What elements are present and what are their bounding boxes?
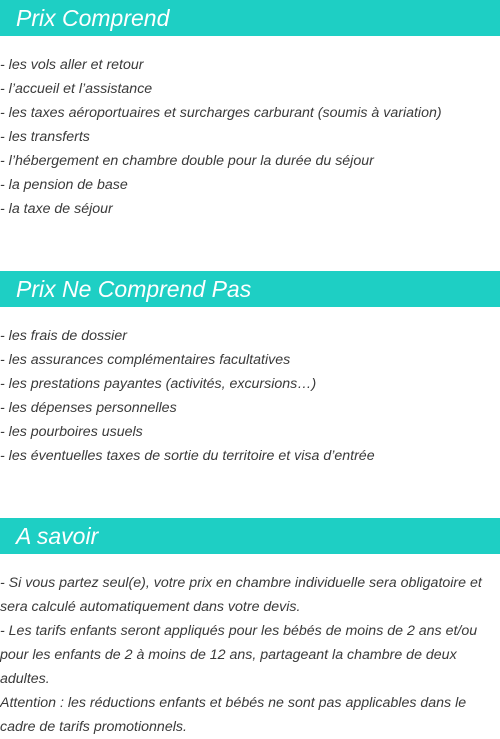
list-item: - l’accueil et l’assistance: [0, 81, 153, 97]
list-item: - les pourboires usuels: [0, 424, 143, 440]
info-paragraph: - Si vous partez seul(e), votre prix en chambre individuelle sera obligatoire et sera calculé automatiquement dans votre devis.: [0, 575, 482, 615]
section-title: A savoir: [16, 523, 99, 549]
section-title: Prix Ne Comprend Pas: [16, 276, 252, 302]
list-item: - les frais de dossier: [0, 328, 127, 344]
list-item: - la pension de base: [0, 177, 128, 193]
included-list: [0, 53, 500, 221]
section-header-a-savoir: [0, 518, 500, 554]
list-item: - les transferts: [0, 129, 90, 145]
section-title: Prix Comprend: [16, 5, 170, 31]
info-paragraphs: [0, 571, 500, 739]
list-item: - les éventuelles taxes de sortie du territoire et visa d’entrée: [0, 448, 375, 464]
not-included-list: [0, 324, 500, 468]
section-header-prix-ne-comprend-pas: [0, 271, 500, 307]
list-item: - la taxe de séjour: [0, 201, 113, 217]
list-item: - les vols aller et retour: [0, 57, 144, 73]
list-item: - les prestations payantes (activités, excursions…): [0, 376, 317, 392]
info-paragraph: Attention : les réductions enfants et bébés ne sont pas applicables dans le cadre de tarifs promotionnels.: [0, 695, 467, 735]
list-item: - l’hébergement en chambre double pour la durée du séjour: [0, 153, 374, 169]
info-paragraph: - Les tarifs enfants seront appliqués pour les bébés de moins de 2 ans et/ou pour les enfants de 2 à moins de 12 ans, partageant la chambre de deux adultes.: [0, 623, 478, 687]
list-item: - les taxes aéroportuaires et surcharges carburant (soumis à variation): [0, 105, 442, 121]
list-item: - les assurances complémentaires facultatives: [0, 352, 291, 368]
list-item: - les dépenses personnelles: [0, 400, 177, 416]
section-header-prix-comprend: [0, 0, 500, 36]
